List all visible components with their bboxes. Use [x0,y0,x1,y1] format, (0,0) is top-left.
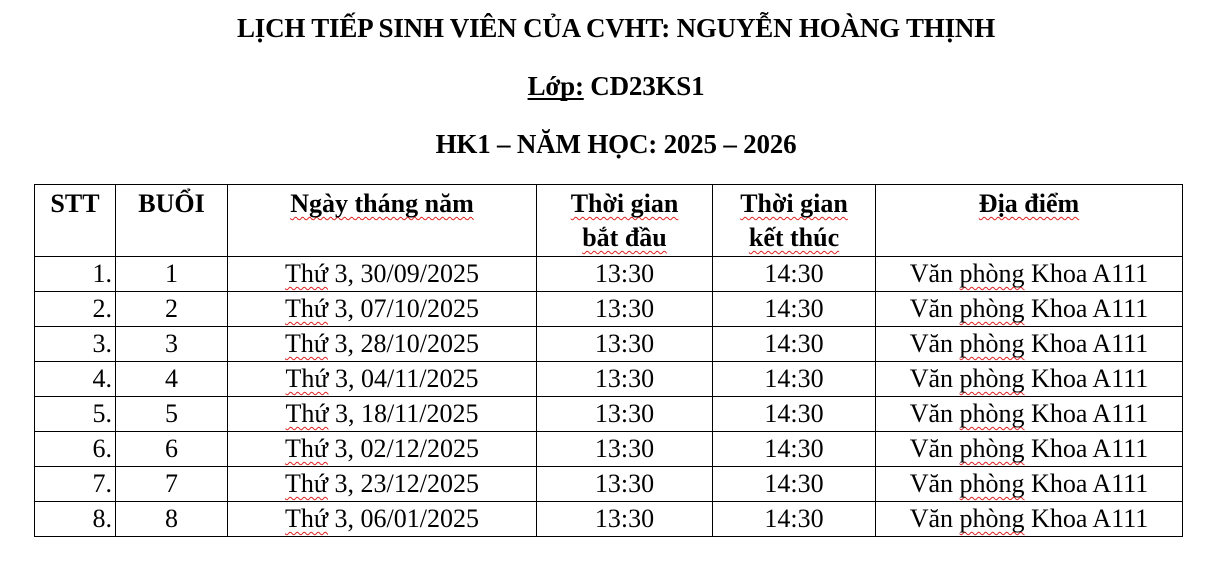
location-part: Khoa A111 [1024,294,1149,323]
cell-buoi: 7 [116,467,228,502]
table-row [35,467,1183,502]
date-value: 3, 06/01/2025 [328,504,479,533]
location-part: Văn [909,364,960,393]
location-part: phòng [959,504,1025,533]
date-value: 3, 07/10/2025 [328,294,479,323]
cell-start-time: 13:30 [537,257,713,292]
date-weekday: Thứ [285,434,329,463]
location-part: phòng [959,294,1025,323]
cell-date [228,327,537,362]
location-part: Khoa A111 [1024,399,1149,428]
cell-stt: 4. [35,362,116,397]
date-value: 3, 28/10/2025 [328,329,479,358]
header-end-time [713,185,876,257]
location-part: Văn [909,504,960,533]
location-part: phòng [959,364,1025,393]
cell-location [876,292,1183,327]
cell-buoi: 4 [116,362,228,397]
location-part: Khoa A111 [1024,434,1149,463]
cell-date [228,257,537,292]
location-part: phòng [959,434,1025,463]
header-buoi-label: BUỔI [138,189,205,218]
location-part: phòng [959,329,1025,358]
date-value: 3, 23/12/2025 [328,469,479,498]
cell-location [876,362,1183,397]
cell-location [876,257,1183,292]
header-start-line2: bắt đầu [582,223,667,252]
location-part: Văn [909,259,960,288]
location-part: Văn [909,294,960,323]
cell-date [228,362,537,397]
cell-buoi: 2 [116,292,228,327]
header-location-label: Địa điểm [978,189,1080,218]
cell-stt: 1. [35,257,116,292]
table-row [35,397,1183,432]
cell-start-time: 13:30 [537,327,713,362]
location-part: Khoa A111 [1024,504,1149,533]
date-weekday: Thứ [285,329,329,358]
cell-buoi: 1 [116,257,228,292]
location-part: phòng [959,469,1025,498]
cell-start-time: 13:30 [537,362,713,397]
date-weekday: Thứ [285,469,329,498]
date-weekday: Thứ [285,399,329,428]
schedule-table [34,184,1183,537]
location-part: Khoa A111 [1024,364,1149,393]
cell-buoi: 3 [116,327,228,362]
date-weekday: Thứ [285,259,329,288]
table-row [35,327,1183,362]
cell-end-time: 14:30 [713,432,876,467]
cell-stt: 5. [35,397,116,432]
date-weekday: Thứ [285,504,329,533]
table-row [35,502,1183,537]
table-row [35,362,1183,397]
cell-stt: 2. [35,292,116,327]
cell-buoi: 6 [116,432,228,467]
date-value: 3, 30/09/2025 [328,259,479,288]
cell-stt: 8. [35,502,116,537]
cell-date [228,467,537,502]
location-part: Văn [909,399,960,428]
cell-location [876,432,1183,467]
cell-end-time: 14:30 [713,292,876,327]
cell-buoi: 8 [116,502,228,537]
cell-location [876,327,1183,362]
header-buoi [116,185,228,257]
cell-date [228,432,537,467]
date-weekday: Thứ [285,364,329,393]
cell-buoi: 5 [116,397,228,432]
cell-end-time: 14:30 [713,362,876,397]
date-value: 3, 04/11/2025 [328,364,479,393]
location-part: Khoa A111 [1024,469,1149,498]
location-part: phòng [959,399,1025,428]
table-row [35,292,1183,327]
location-part: Khoa A111 [1024,329,1149,358]
cell-location [876,397,1183,432]
document-title: LỊCH TIẾP SINH VIÊN CỦA CVHT: NGUYỄN HOÀNG THỊNH [236,13,996,43]
cell-end-time: 14:30 [713,467,876,502]
location-part: Văn [909,329,960,358]
cell-location [876,467,1183,502]
cell-end-time: 14:30 [713,502,876,537]
date-value: 3, 18/11/2025 [328,399,479,428]
header-end-line1: Thời gian [740,189,848,218]
cell-end-time: 14:30 [713,257,876,292]
cell-stt: 3. [35,327,116,362]
header-end-line2: kết thúc [748,223,840,252]
location-part: Văn [909,469,960,498]
date-value: 3, 02/12/2025 [328,434,479,463]
cell-start-time: 13:30 [537,432,713,467]
header-location [876,185,1183,257]
cell-start-time: 13:30 [537,467,713,502]
cell-start-time: 13:30 [537,292,713,327]
class-value: CD23KS1 [590,71,705,101]
location-part: phòng [959,259,1025,288]
cell-stt: 6. [35,432,116,467]
header-date [228,185,537,257]
header-date-label: Ngày tháng năm [290,189,474,218]
cell-date [228,292,537,327]
cell-date [228,502,537,537]
location-part: Văn [909,434,960,463]
table-row [35,432,1183,467]
term-line: HK1 – NĂM HỌC: 2025 – 2026 [435,129,797,159]
cell-location [876,502,1183,537]
location-part: Khoa A111 [1024,259,1149,288]
table-header-row [35,185,1183,257]
class-label: Lớp: [527,71,584,101]
cell-start-time: 13:30 [537,502,713,537]
cell-end-time: 14:30 [713,397,876,432]
cell-date [228,397,537,432]
class-line [0,70,1232,102]
header-stt [35,185,116,257]
cell-end-time: 14:30 [713,327,876,362]
header-start-line1: Thời gian [570,189,679,218]
cell-stt: 7. [35,467,116,502]
date-weekday: Thứ [285,294,329,323]
header-stt-label: STT [50,189,100,218]
cell-start-time: 13:30 [537,397,713,432]
table-row [35,257,1183,292]
header-start-time [537,185,713,257]
